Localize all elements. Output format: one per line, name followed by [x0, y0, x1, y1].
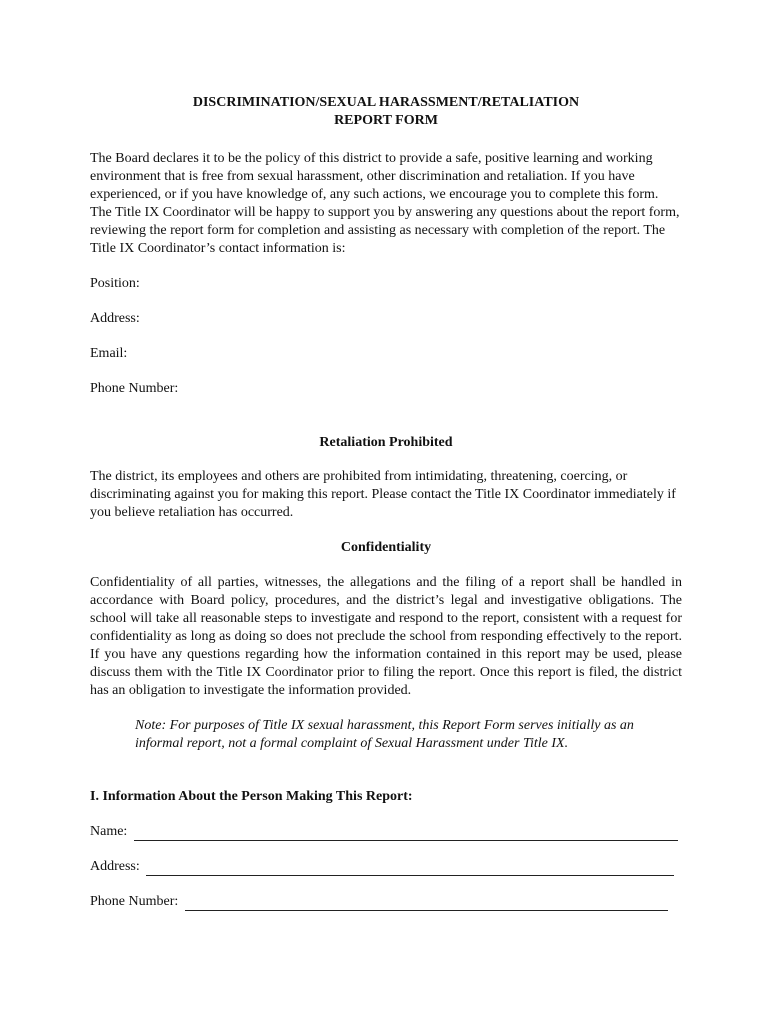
- confidentiality-paragraph: Confidentiality of all parties, witnesses, the allegations and the filing of a report shall be handled in accordance with Board policy, procedures, and the district’s legal and investigative obligations. The school will take all reasonable steps to investigate and respond to the report, consistent with a request for confidentiality as long as doing so does not preclude the school from responding effectively to the report. If you have any questions regarding how the information contained in this report may be used, please discuss them with the Title IX Coordinator prior to filing the report. Once this report is filed, the district has an obligation to investigate the information provided.: [90, 575, 682, 698]
- retaliation-heading: Retaliation Prohibited: [319, 435, 453, 450]
- reporter-address-row: [90, 858, 682, 876]
- reporter-address-label: Address:: [90, 859, 144, 874]
- reporter-name-field[interactable]: [134, 826, 678, 841]
- report-form-page: [90, 94, 682, 911]
- coordinator-position-label: Position:: [90, 276, 140, 291]
- confidentiality-heading: Confidentiality: [340, 540, 432, 555]
- reporter-phone-label: Phone Number:: [90, 894, 182, 909]
- reporter-phone-row: [90, 893, 682, 911]
- section-one-heading: I. Information About the Person Making This Report:: [90, 789, 413, 804]
- form-title-line-2: REPORT FORM: [334, 113, 438, 128]
- reporter-phone-field[interactable]: [185, 896, 668, 911]
- reporter-address-field[interactable]: [146, 861, 674, 876]
- title-ix-note: Note: For purposes of Title IX sexual harassment, this Report Form serves initially as an informal report, not a formal complaint of Sexual Harassment under Title IX.: [135, 718, 634, 751]
- form-title-line-1: DISCRIMINATION/SEXUAL HARASSMENT/RETALIATION: [192, 95, 580, 110]
- reporter-name-label: Name:: [90, 824, 131, 839]
- reporter-name-row: [90, 823, 682, 841]
- retaliation-paragraph: The district, its employees and others are prohibited from intimidating, threatening, coercing, or discriminating against you for making this report. Please contact the Title IX Coordinator immediately if you believe retaliation has occurred.: [90, 469, 676, 520]
- coordinator-address-label: Address:: [90, 311, 140, 326]
- intro-paragraph: The Board declares it to be the policy of this district to provide a safe, positive learning and working environment that is free from sexual harassment, other discrimination and retaliation. If you have experienced, or if you have knowledge of, any such actions, we encourage you to complete this form. The Title IX Coordinator will be happy to support you by answering any questions about the report form, reviewing the report form for completion and assisting as necessary with completion of the report. The Title IX Coordinator’s contact information is:: [90, 151, 680, 256]
- coordinator-email-label: Email:: [90, 346, 128, 361]
- coordinator-phone-label: Phone Number:: [90, 381, 179, 396]
